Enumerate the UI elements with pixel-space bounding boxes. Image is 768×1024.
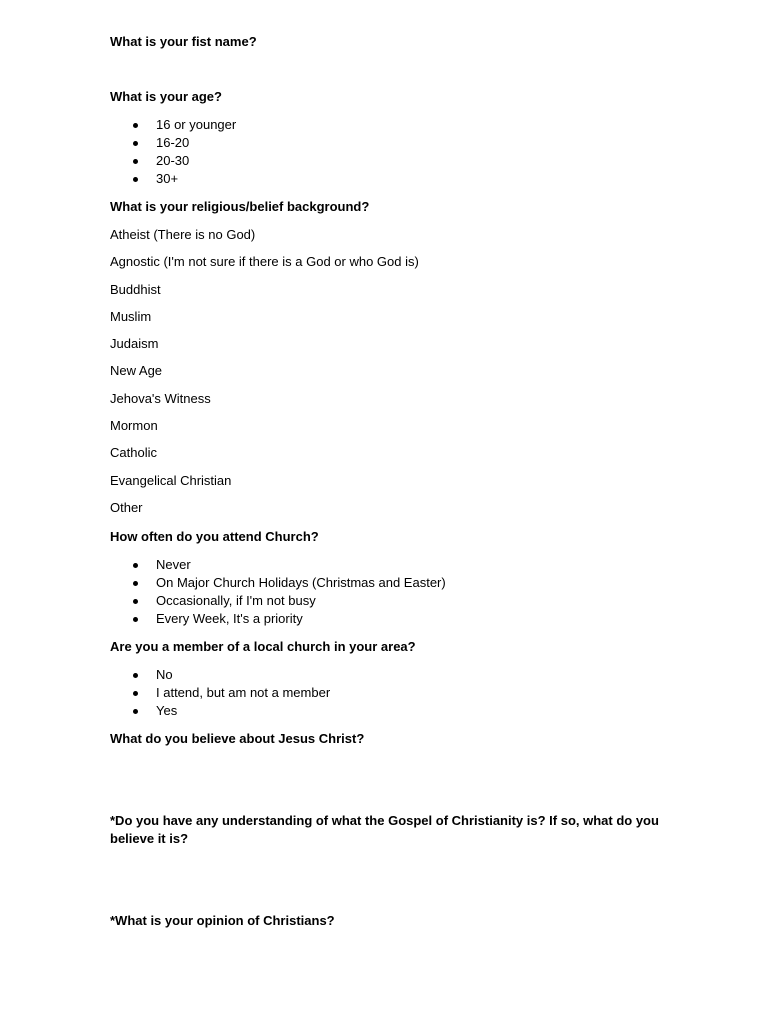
- question-background: What is your religious/belief background?: [110, 199, 370, 214]
- background-option: Buddhist: [110, 281, 161, 297]
- option-label: Never: [156, 556, 191, 572]
- bullet-icon: [133, 563, 138, 568]
- list-item: [110, 116, 710, 134]
- option-label: 20-30: [156, 153, 190, 168]
- list-item: [110, 170, 710, 188]
- option-label: 16-20: [156, 135, 190, 150]
- bullet-icon: [133, 581, 138, 586]
- bullet-icon: [133, 159, 138, 164]
- background-option: Mormon: [110, 418, 158, 434]
- bullet-icon: [133, 599, 138, 604]
- question-opinion: *What is your opinion of Christians?: [110, 912, 335, 928]
- list-item: [110, 574, 710, 592]
- background-option: Muslim: [110, 308, 152, 324]
- question-jesus: What do you believe about Jesus Christ?: [110, 730, 365, 746]
- bullet-icon: [133, 177, 138, 182]
- bullet-icon: [133, 691, 138, 696]
- background-option: Jehova's Witness: [110, 390, 211, 406]
- background-option: New Age: [110, 363, 163, 379]
- bullet-icon: [133, 123, 138, 128]
- background-option: Atheist (There is no God): [110, 227, 256, 242]
- list-item: [110, 134, 710, 152]
- age-options-list: [110, 116, 710, 188]
- list-item: [110, 152, 710, 170]
- list-item: [110, 556, 710, 574]
- background-option: Other: [110, 499, 143, 515]
- option-label: On Major Church Holidays (Christmas and Easter): [156, 574, 446, 590]
- attendance-options-list: [110, 556, 710, 628]
- membership-options-list: [110, 666, 710, 720]
- bullet-icon: [133, 709, 138, 714]
- option-label: Every Week, It's a priority: [156, 610, 303, 626]
- option-label: 30+: [156, 171, 179, 186]
- option-label: No: [156, 666, 173, 682]
- option-label: Yes: [156, 702, 178, 718]
- survey-questionnaire: [110, 33, 710, 940]
- list-item: [110, 666, 710, 684]
- list-item: [110, 610, 710, 628]
- list-item: [110, 684, 710, 702]
- question-attendance: How often do you attend Church?: [110, 528, 319, 544]
- background-option: Judaism: [110, 336, 159, 352]
- question-gospel: *Do you have any understanding of what the Gospel of Christianity is? If so, what do you believe it is?: [110, 812, 659, 846]
- option-label: 16 or younger: [156, 117, 237, 132]
- option-label: Occasionally, if I'm not busy: [156, 592, 316, 608]
- question-membership: Are you a member of a local church in your area?: [110, 638, 416, 654]
- background-option: Evangelical Christian: [110, 472, 232, 488]
- background-option: Catholic: [110, 445, 157, 461]
- list-item: [110, 592, 710, 610]
- bullet-icon: [133, 141, 138, 146]
- background-option: Agnostic (I'm not sure if there is a God or who God is): [110, 254, 419, 270]
- bullet-icon: [133, 617, 138, 622]
- question-age: What is your age?: [110, 89, 222, 104]
- option-label: I attend, but am not a member: [156, 684, 331, 700]
- bullet-icon: [133, 673, 138, 678]
- list-item: [110, 702, 710, 720]
- question-first-name: What is your fist name?: [110, 34, 257, 49]
